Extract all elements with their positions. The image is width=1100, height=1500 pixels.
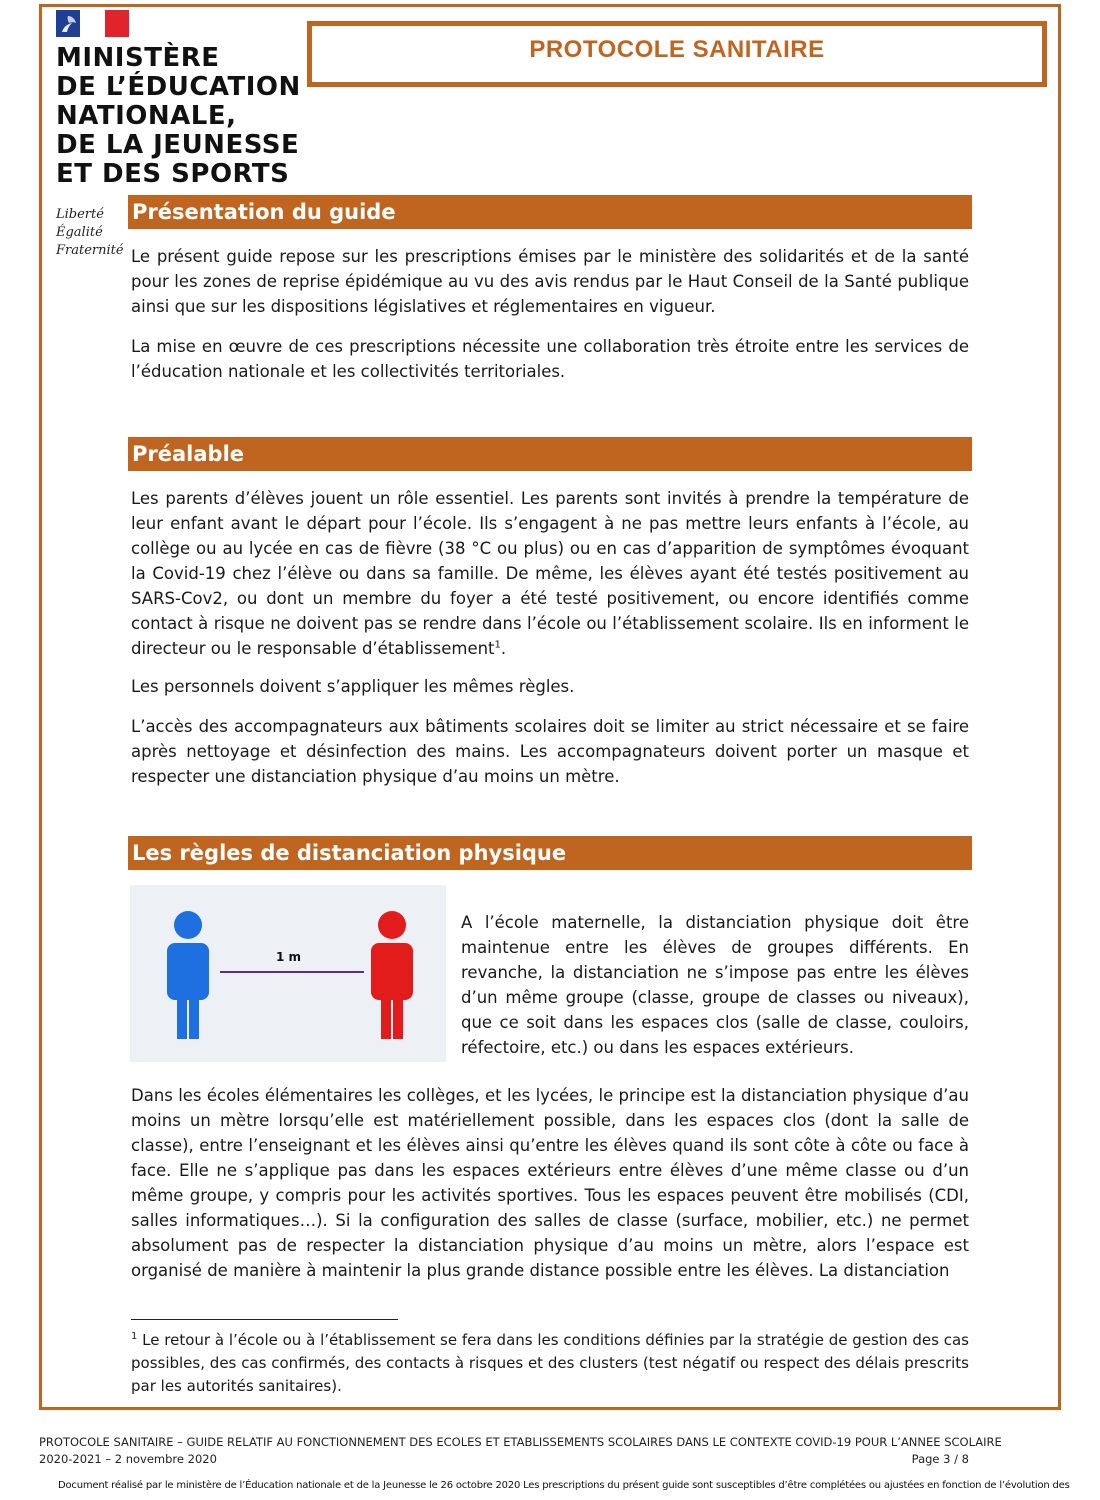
footnote xyxy=(131,1329,969,1398)
ministry-line: DE L’ÉDUCATION xyxy=(56,72,301,102)
republic-motto xyxy=(56,206,124,260)
distancing-illustration xyxy=(130,885,446,1062)
footer-date: 2020-2021 – 2 novembre 2020 xyxy=(39,1452,217,1466)
section-heading-distanciation: Les règles de distanciation physique xyxy=(128,836,972,870)
footnote-number: 1 xyxy=(131,1331,138,1342)
motto-line: Liberté xyxy=(56,207,104,222)
paragraph: La mise en œuvre de ces prescriptions nécessite une collaboration très étroite entre les services de l’éducation nationale et les collectivités territoriales. xyxy=(131,337,969,381)
ministry-line: DE LA JEUNESSE xyxy=(56,130,300,160)
ministry-line: NATIONALE, xyxy=(56,101,237,131)
paragraph-parents xyxy=(131,486,969,661)
page-number: Page 3 / 8 xyxy=(911,1452,969,1466)
paragraph-text: Les parents d’élèves jouent un rôle essentiel. Les parents sont invités à prendre la température de leur enfant avant le départ pour l’école. Ils s’engagent à ne pas mettre leurs enfants à l’école, au collège ou au lycée en cas de fièvre (38 °C ou plus) ou en cas d’apparition de symptômes évoquant la Covid-19 chez l’élève ou dans sa famille. De même, les élèves ayant été testés positivement au SARS-Cov2, ou dont un membre du foyer a été testé positivement, ou encore identifiés comme contact à risque ne doivent pas se rendre dans l’école ou l’établissement scolaire. Ils en informent le directeur ou le responsable d’établissement xyxy=(131,489,969,658)
ministry-line: ET DES SPORTS xyxy=(56,159,290,189)
paragraph-elementaire: Dans les écoles élémentaires les collèges, et les lycées, le principe est la distanciation physique d’au moins un mètre lorsqu’elle est matériellement possible, dans les espaces clos (dont la salle de classe), entre l’enseignant et les élèves ainsi qu’entre les élèves quand ils sont côte à côte ou face à face. Elle ne s’applique pas dans les espaces extérieurs entre élèves d’une même classe ou d’un même groupe, y compris pour les activités sportives. Tous les espaces peuvent être mobilisés (CDI, salles informatiques…). Si la configuration des salles de classe (surface, mobilier, etc.) ne permet absolument pas de respecter la distanciation physique d’au moins un mètre, alors l’espace est organisé de manière à maintenir la plus grande distance possible entre les élèves. La distanciation xyxy=(131,1086,969,1280)
motto-line: Fraternité xyxy=(56,243,124,258)
red-person-icon xyxy=(371,911,413,1039)
paragraph-maternelle: A l’école maternelle, la distanciation physique doit être maintenue entre les élèves de groupes différents. En revanche, la distanciation ne s’impose pas entre les élèves d’un même groupe (classe, groupe de classes ou niveaux), que ce soit dans les espaces clos (salle de classe, couloirs, réfectoire, etc.) ou dans les espaces extérieurs. xyxy=(461,913,969,1057)
protocol-title: PROTOCOLE SANITAIRE xyxy=(529,36,825,63)
distance-label: 1 m xyxy=(276,950,302,964)
paragraph: L’accès des accompagnateurs aux bâtiments scolaires doit se limiter au strict nécessaire et se faire après nettoyage et désinfection des mains. Les accompagnateurs doivent porter un masque et respecter une distanciation physique d’au moins un mètre. xyxy=(131,717,969,786)
paragraph-end: . xyxy=(500,639,507,658)
protocol-title-box xyxy=(307,21,1047,87)
paragraph: Le présent guide repose sur les prescriptions émises par le ministère des solidarités et de la santé pour les zones de reprise épidémique au vu des avis rendus par le Haut Conseil de la Santé publique ainsi que sur les dispositions législatives et réglementaires en vigueur. xyxy=(131,247,969,316)
marianne-flag-icon xyxy=(56,10,129,37)
footer-disclaimer: Document réalisé par le ministère de l’Éducation nationale et de la Jeunesse le 26 octobre 2020 Les prescriptions du présent guide sont susceptibles d’être complétées ou ajustées en fonction de l’évolution des xyxy=(58,1480,1070,1491)
paragraph: Les personnels doivent s’appliquer les mêmes règles. xyxy=(131,677,575,696)
motto-line: Égalité xyxy=(56,225,103,240)
section-heading-prealable: Préalable xyxy=(128,437,972,471)
footnote-text: Le retour à l’école ou à l’établissement se fera dans les conditions définies par la stratégie de gestion des cas possibles, des cas confirmés, des contacts à risques et des clusters (test négatif ou respect des délais prescrits par les autorités sanitaires). xyxy=(131,1331,969,1395)
blue-person-icon xyxy=(167,911,209,1039)
footnote-separator xyxy=(131,1319,398,1320)
ministry-line: MINISTÈRE xyxy=(56,43,220,73)
footer-title: PROTOCOLE SANITAIRE – GUIDE RELATIF AU FONCTIONNEMENT DES ECOLES ET ETABLISSEMENTS SCOLAIRES DANS LE CONTEXTE COVID-19 POUR L’ANNEE SCOLAIRE xyxy=(39,1435,1002,1449)
section-heading-presentation: Présentation du guide xyxy=(128,195,972,229)
ministry-name xyxy=(56,44,316,189)
footnote-reference[interactable]: 1 xyxy=(494,639,501,651)
footer-meta xyxy=(39,1451,969,1467)
